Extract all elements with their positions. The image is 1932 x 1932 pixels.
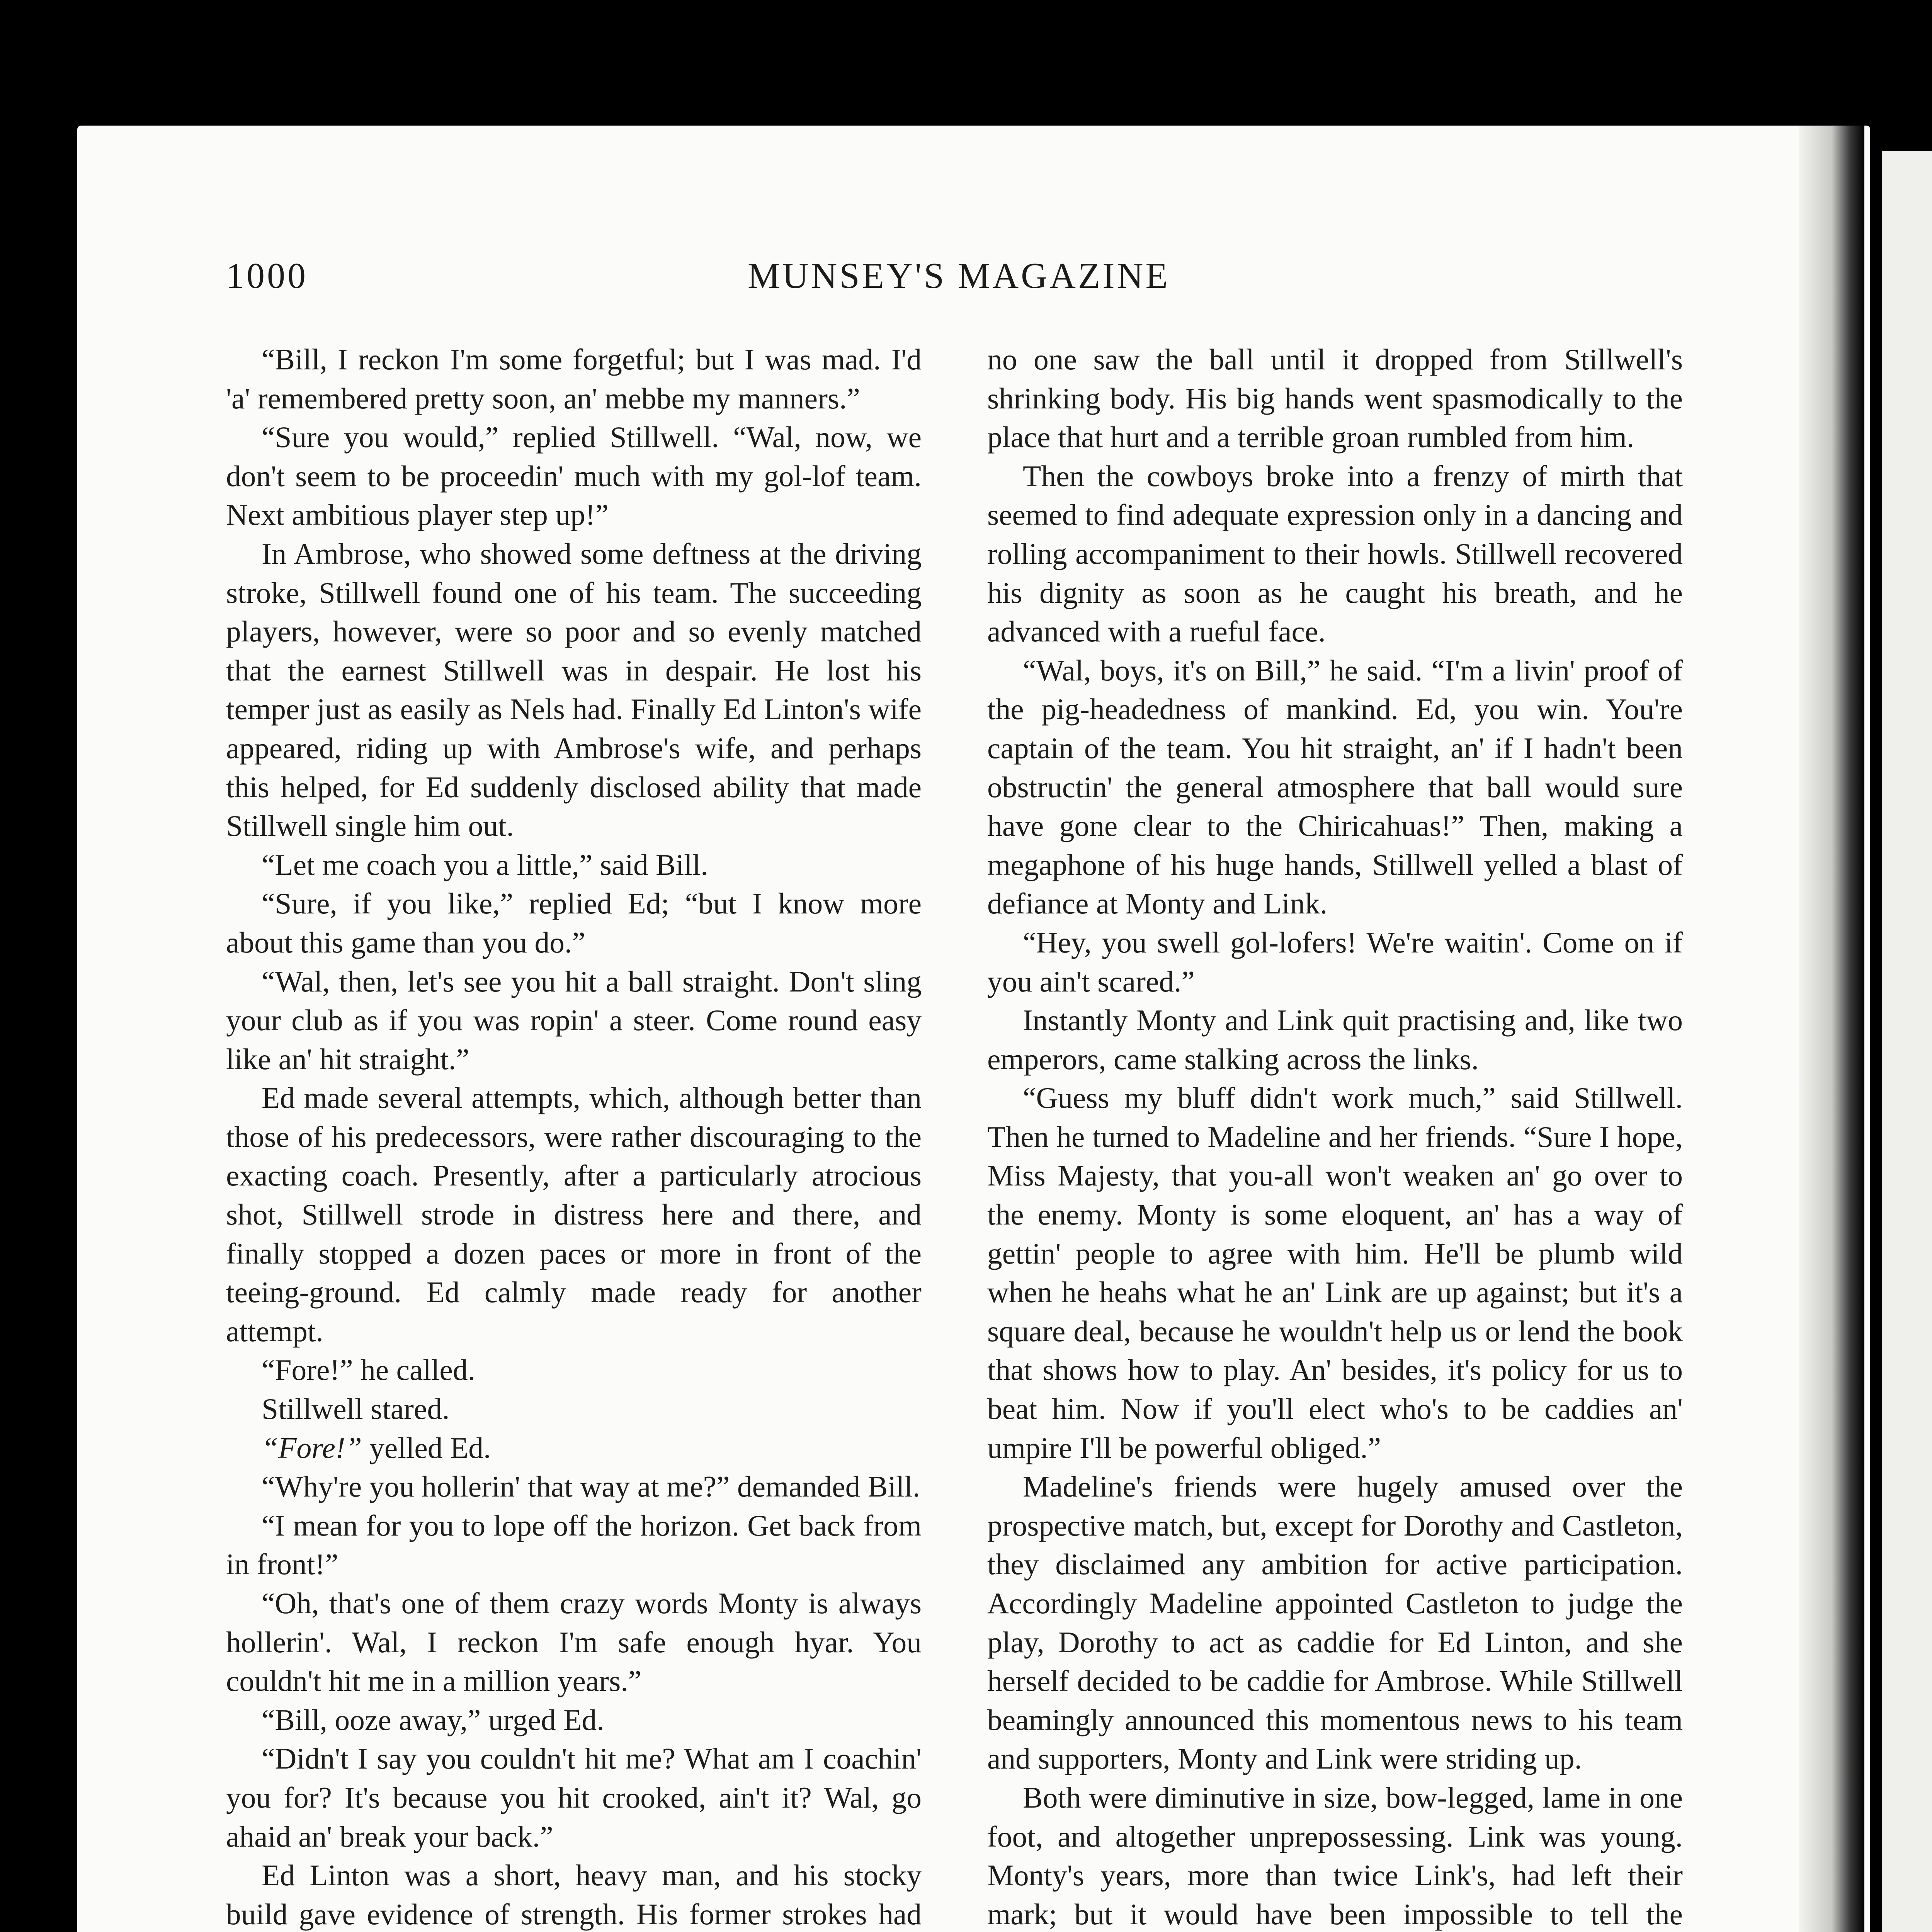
paragraph: “Why're you hollerin' that way at me?” demanded Bill. xyxy=(262,1470,920,1503)
paragraph: Then the cowboys broke into a frenzy of mirth that seemed to find adequate expression only in a dancing and rolling accompaniment to their howls. Stillwell recovered his dignity as soon as he caught his breath, and he advanced with a rueful face. xyxy=(987,459,1683,648)
paragraph: “Hey, you swell gol-lofers! We're waitin'. Come on if you ain't scared.” xyxy=(987,925,1683,998)
page-number: 1000 xyxy=(226,256,308,296)
paragraph: “Didn't I say you couldn't hit me? What am I coachin' you for? It's because you hit crooked, ain't it? Wal, go ahaid an' break your back.” xyxy=(226,1742,922,1853)
paragraph: In Ambrose, who showed some deftness at the driving stroke, Stillwell found one of his team. The succeeding players, however, were so poor and so evenly matched that the earnest Stillwell was in despair. He lost his temper just as easily as Nels had. Finally Ed Linton's wife appeared, riding up with Ambrose's wife, and perhaps this helped, for Ed suddenly disclosed ability that made Stillwell single him out. xyxy=(226,537,922,843)
paragraph: “Guess my bluff didn't work much,” said Stillwell. Then he turned to Madeline and her friends. “Sure I hope, Miss Majesty, that you-all won't weaken an' go over to the enemy. Monty is some eloquent, an' has a way of gettin' people to agree with him. He'll be plumb wild when he heahs what he an' Link are up against; but it's a square deal, because he wouldn't help us or lend the book that shows how to play. An' besides, it's policy for us to beat him. Now if you'll elect who's to be caddies an' umpire I'll be powerful obliged.” xyxy=(987,1081,1683,1464)
paragraph: Instantly Monty and Link quit practising and, like two emperors, came stalking across the links. xyxy=(987,1003,1683,1076)
page-gutter-shadow xyxy=(1799,126,1864,1932)
paragraph: “Oh, that's one of them crazy words Monty is always hollerin'. Wal, I reckon I'm safe enough hyar. You couldn't hit me in a million years.” xyxy=(226,1587,922,1698)
left-text-column xyxy=(226,340,922,1932)
paragraph: “Fore!” he called. xyxy=(262,1353,475,1387)
paragraph: “Bill, I reckon I'm some forgetful; but I was mad. I'd 'a' remembered pretty soon, an' mebbe my manners.” xyxy=(226,343,922,415)
paragraph: “Let me coach you a little,” said Bill. xyxy=(262,848,708,881)
adjacent-page-edge xyxy=(1882,151,1932,1932)
right-text-column xyxy=(987,340,1683,1932)
running-head xyxy=(226,247,1269,309)
paragraph: “Wal, boys, it's on Bill,” he said. “I'm a livin' proof of the pig-headedness of mankind. Ed, you win. You're captain of the team. You hit straight, an' if I hadn't been obstructin' the general atmosphere that ball would sure have gone clear to the Chiricahuas!” Then, making a megaphone of his huge hands, Stillwell yelled a blast of defiance at Monty and Link. xyxy=(987,653,1683,920)
paragraph: Ed Linton was a short, heavy man, and his stocky build gave evidence of strength. His former strokes had xyxy=(226,1859,922,1931)
paragraph: “Bill, ooze away,” urged Ed. xyxy=(262,1703,604,1736)
italic-fore: “Fore!” xyxy=(262,1431,362,1464)
paragraph: “Sure you would,” replied Stillwell. “Wal, now, we don't seem to be proceedin' much with my gol-lof team. Next ambitious player step up!” xyxy=(226,420,922,532)
paragraph: Both were diminutive in size, bow-legged, lame in one foot, and altogether unprepossessing. Link was young. Monty's years, more than twice Link's, had left their mark; but it would have been impossible to tell the xyxy=(987,1781,1683,1931)
paragraph: “Sure, if you like,” replied Ed; “but I know more about this game than you do.” xyxy=(226,887,922,959)
paragraph: “Wal, then, let's see you hit a ball straight. Don't sling your club as if you was ropin' a steer. Come round easy like an' hit straight.” xyxy=(226,964,922,1076)
paragraph: Ed made several attempts, which, although better than those of his predecessors, were rather discouraging to the exacting coach. Presently, after a particularly atrocious shot, Stillwell strode in distress here and there, and finally stopped a dozen paces or more in front of the teeing-ground. Ed calmly made ready for another attempt. xyxy=(226,1081,922,1348)
paragraph: Madeline's friends were hugely amused over the prospective match, but, except for Dorothy and Castleton, they disclaimed any ambition for active participation. Accordingly Madeline appointed Castleton to judge the play, Dorothy to act as caddie for Ed Linton, and she herself decided to be caddie for Ambrose. While Stillwell beamingly announced this momentous news to his team and supporters, Monty and Link were striding up. xyxy=(987,1470,1683,1776)
paragraph: “I mean for you to lope off the horizon. Get back from in front!” xyxy=(226,1509,922,1581)
paragraph xyxy=(226,1429,922,1468)
magazine-title: MUNSEY'S MAGAZINE xyxy=(748,256,1170,296)
paragraph: no one saw the ball until it dropped from Stillwell's shrinking body. His big hands went spasmodically to the place that hurt and a terrible groan rumbled from him. xyxy=(987,343,1683,454)
paragraph-text: yelled Ed. xyxy=(369,1431,491,1464)
paragraph: Stillwell stared. xyxy=(262,1392,450,1426)
